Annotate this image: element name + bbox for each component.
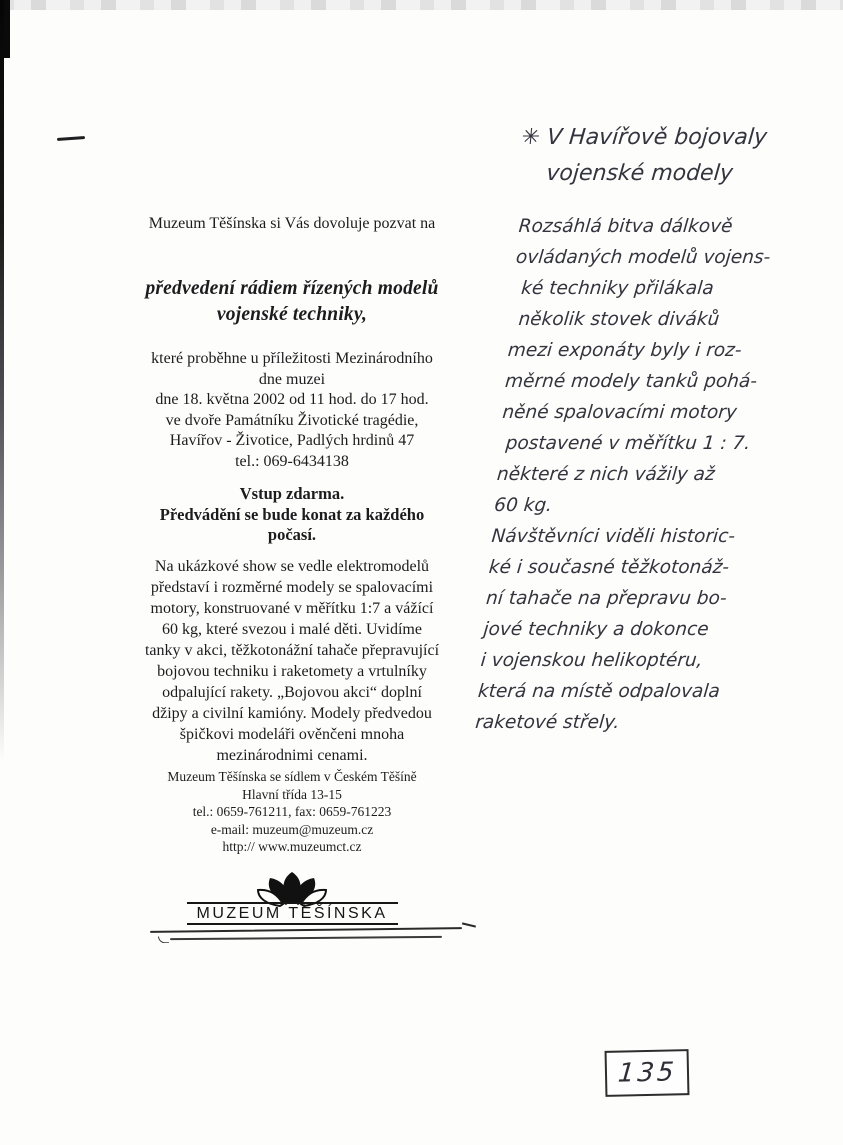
description-line: představí i rozměrné modely se spalovacími [150, 579, 434, 596]
museum-contact-block [92, 768, 492, 856]
free-entry-block [92, 484, 492, 546]
event-details-block [92, 349, 492, 472]
description-line: motory, konstruované v měřítku 1:7 a vážící [150, 600, 434, 617]
handwritten-line: měrné modely tanků pohá- [504, 371, 758, 392]
handwritten-heading [517, 120, 833, 192]
handwritten-line: 60 kg. [493, 495, 553, 516]
event-details-line: ve dvoře Památníku Životické tragédie, [165, 411, 419, 429]
description-line: 60 kg, které svezou i malé děti. Uvidíme [162, 621, 422, 638]
free-entry-line: počasí. [267, 525, 317, 544]
invitation-intro-line: Muzeum Těšínska si Vás dovoluje pozvat na [148, 215, 436, 232]
description-line: špičkovi modeláři ověnčeni mnoha [179, 726, 405, 743]
invitation-title [92, 276, 492, 328]
event-details-line: dne 18. května 2002 od 11 hod. do 17 hod. [155, 391, 429, 408]
scan-top-edge-noise [0, 0, 843, 10]
handwritten-line: něné spalovacími motory [501, 402, 738, 423]
description-line: odpalující rakety. „Bojovou akci“ doplní [162, 684, 422, 701]
description-line: tanky v akci, těžkotonážní tahače přepravující [144, 642, 440, 659]
handwritten-line: mezi exponáty byly i roz- [506, 340, 743, 361]
free-entry-line: Vstup zdarma. [239, 484, 345, 503]
page-number: 135 [616, 1057, 678, 1089]
handwritten-heading-line: vojenské modely [545, 161, 734, 186]
handwritten-line: Rozsáhlá bitva dálkově [517, 216, 734, 237]
handwritten-line: raketové střely. [474, 712, 621, 733]
description-line: Na ukázkové show se vedle elektromodelů [154, 558, 430, 575]
museum-address-line: Hlavní třída 13-15 [242, 786, 342, 802]
handwritten-line: Návštěvníci viděli historic- [490, 526, 736, 547]
invitation-title-line: předvedení rádiem řízených modelů [145, 278, 439, 299]
museum-logo-text: MUZEUM TĚŠÍNSKA [187, 902, 398, 925]
description-line: džipy a civilní kamióny. Modely předvedou [152, 705, 432, 722]
handwritten-heading-line: ✳ V Havířově bojovaly [520, 125, 769, 150]
description-line: mezinárodnimi cenami. [216, 747, 368, 764]
free-entry-line: Předvádění se bude konat za každého [159, 504, 425, 524]
museum-website-line: http:// www.muzeumct.cz [222, 839, 362, 854]
decorative-rule-line [150, 927, 462, 933]
museum-email-line: e-mail: muzeum@muzeum.cz [210, 821, 374, 837]
handwritten-line: i vojenskou helikoptéru, [479, 650, 704, 671]
handwritten-dash-mark [57, 136, 85, 141]
handwritten-line: ní tahače na přepravu bo- [485, 588, 728, 609]
museum-phone-line: tel.: 0659-761211, fax: 0659-761223 [192, 804, 392, 819]
handwritten-line: ké techniky přilákala [520, 278, 715, 299]
decorative-rule-line [170, 936, 442, 940]
event-details-line: které proběhne u příležitosti Mezinárodního [151, 350, 433, 367]
museum-address-line: Muzeum Těšínska se sídlem v Českém Těšíně [167, 769, 417, 784]
museum-logo [92, 868, 492, 925]
show-description-paragraph [92, 556, 492, 766]
handwritten-line: která na místě odpalovala [477, 681, 721, 702]
scan-left-edge-line [0, 0, 4, 760]
event-phone-line: tel.: 069-6434138 [235, 452, 349, 470]
page-number-box [605, 1049, 690, 1097]
handwritten-line: postavené v měřítku 1 : 7. [504, 433, 752, 454]
handwritten-line: ovládaných modelů vojens- [515, 247, 772, 268]
handwritten-line: některé z nich vážily až [496, 464, 716, 485]
event-details-line: Havířov - Životice, Padlých hrdinů 47 [169, 432, 415, 449]
handwritten-note-body [474, 211, 843, 738]
handwritten-line: jové techniky a dokonce [482, 619, 710, 640]
event-details-line: dne muzei [258, 370, 326, 388]
handwritten-line: několik stovek diváků [517, 309, 721, 330]
invitation-title-line: vojenské techniky, [216, 304, 368, 325]
handwritten-line: ké i současné těžkotonáž- [487, 557, 731, 578]
description-line: bojovou techniku i raketomety a vrtulníky [157, 663, 427, 680]
